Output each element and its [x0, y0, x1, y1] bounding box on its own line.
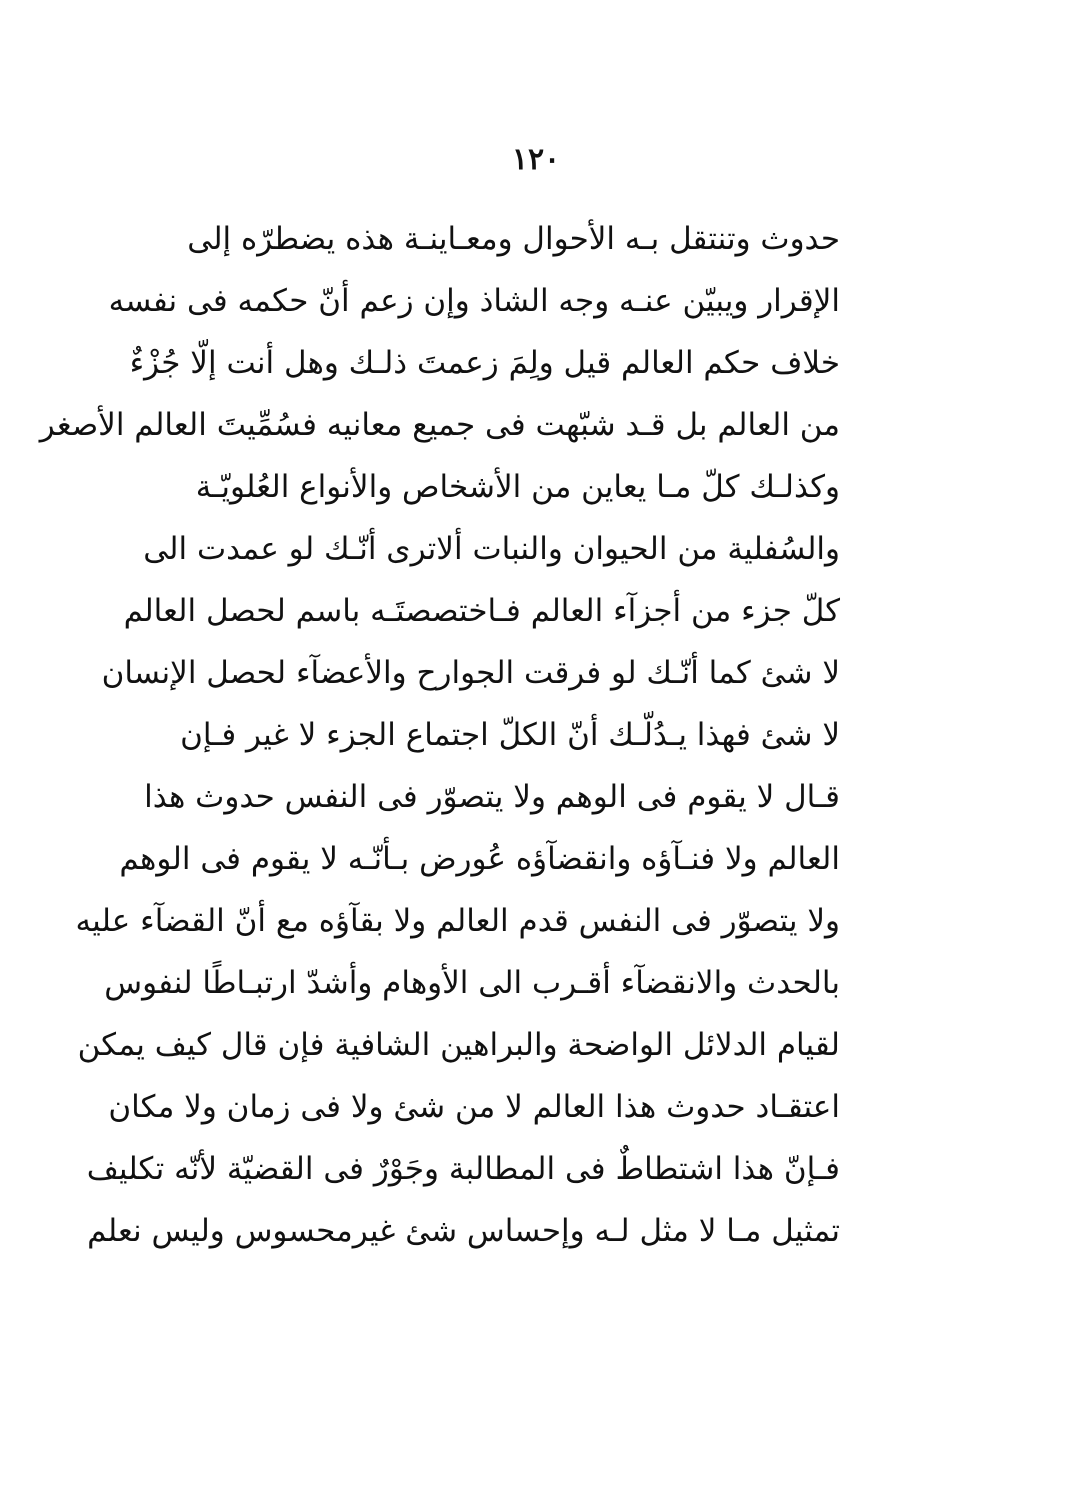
text-line: من العالم بل قـد شبّهت فى جميع معانيه فسُمِّيتَ العالم الأصغر	[39, 407, 840, 443]
text-line: وكذلـك كلّ مـا يعاين من الأشخاص والأنواع العُلويّـة	[195, 469, 840, 505]
text-line: لا شئ كما أنّـك لو فرقت الجوارح والأعضآء لحصل الإنسان	[101, 655, 840, 691]
text-line: لا شئ فهذا يـدُلّـك أنّ الكلّ اجتماع الجزء لا غير فـإن	[180, 717, 840, 753]
text-line: حدوث وتنتقل بـه الأحوال ومعـاينـة هذه يضطرّه إلى	[187, 221, 840, 257]
text-line: فـإنّ هذا اشتطاطٌ فى المطالبة وجَوْرٌ فى القضيّة لأنّه تكليف	[86, 1151, 840, 1187]
text-line: خلاف حكم العالم قيل ولِمَ زعمتَ ذلـك وهل أنت إلّا جُزْءٌ	[129, 345, 840, 381]
text-line: ولا يتصوّر فى النفس قدم العالم ولا بقآؤه مع أنّ القضآء عليه	[75, 903, 840, 939]
text-line: العالم ولا فنـآؤه وانقضآؤه عُورض بـأنّـه لا يقوم فى الوهم	[119, 841, 840, 877]
text-line: الإقرار ويبيّن عنـه وجه الشاذ وإن زعم أنّ حكمه فى نفسه	[108, 283, 840, 319]
body-text	[39, 208, 840, 1262]
text-line: اعتقـاد حدوث هذا العالم لا من شئ ولا فى زمان ولا مكان	[108, 1089, 840, 1125]
text-line: تمثيل مـا لا مثل لـه وإحساس شئ غيرمحسوس وليس نعلم	[87, 1213, 840, 1249]
text-line: والسُفلية من الحيوان والنبات ألاترى أنّـك لو عمدت الى	[143, 531, 840, 567]
text-line: بالحدث والانقضآء أقـرب الى الأوهام وأشدّ ارتبـاطًا لنفوس	[104, 965, 840, 1001]
page-number: ١٢٠	[511, 142, 561, 177]
text-line: لقيام الدلائل الواضحة والبراهين الشافية فإن قال كيف يمكن	[77, 1027, 840, 1063]
text-line: كلّ جزء من أجزآء العالم فـاختصصتَـه باسم لحصل العالم	[123, 593, 840, 629]
text-line: قـال لا يقوم فى الوهم ولا يتصوّر فى النفس حدوث هذا	[144, 779, 840, 815]
